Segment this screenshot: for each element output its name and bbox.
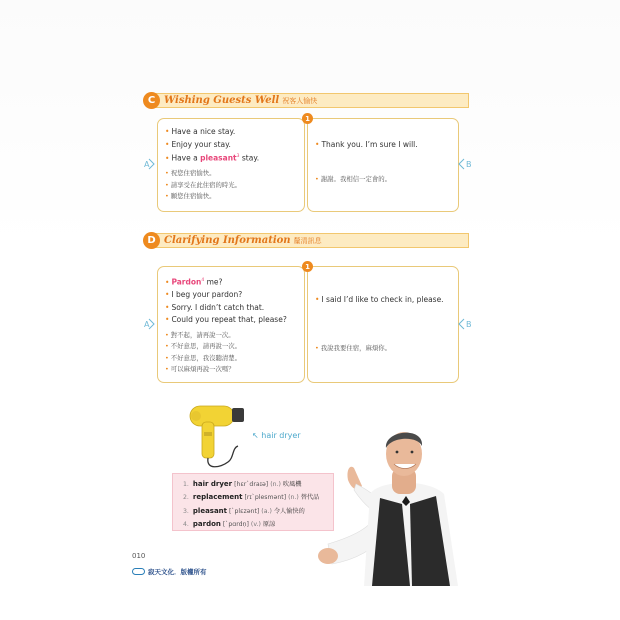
vocab-item: 3. pleasant [`plɛzənt] (a.) 令人愉快的 — [183, 506, 305, 515]
speaker-b-box — [307, 266, 459, 383]
reply-translation: • 我說我要住宿，麻煩你。 — [315, 343, 392, 352]
translation-line: • 請享受在此住宿的時光。 — [165, 180, 242, 189]
section-badge: C — [143, 92, 160, 109]
speaker-a-label: A — [144, 160, 150, 169]
speaker-b-label: B — [466, 320, 472, 329]
phrase-line: • Sorry. I didn’t catch that. — [165, 302, 265, 312]
hair-dryer-image — [188, 398, 248, 476]
speaker-a-box — [157, 266, 305, 383]
reply-line: • I said I’d like to check in, please. — [315, 295, 444, 304]
vocab-item: 1. hair dryer [hɛr`draɪə] (n.) 吹風機 — [183, 480, 302, 488]
vocab-highlight: Pardon — [171, 277, 202, 287]
translation-line: • 對不起，請再說一次。 — [165, 330, 235, 339]
phrase-line: • Could you repeat that, please? — [165, 315, 287, 324]
vocab-item: 4. pardon [`pɑrdṇ] (v.) 原諒 — [183, 520, 276, 529]
section-header-c — [143, 92, 317, 109]
translation-line: • 可以麻煩再說一次嗎？ — [165, 365, 235, 374]
phrase-line: • I beg your pardon? — [165, 290, 243, 299]
translation-line: • 願您住宿愉快。 — [165, 192, 216, 201]
vocab-item: 2. replacement [rɪ`plesmənt] (n.) 替代品 — [183, 493, 320, 502]
vocab-highlight: pleasant — [200, 153, 237, 163]
speaker-a-box — [157, 118, 305, 212]
publisher-credit: 寂天文化．版權所有 — [132, 567, 207, 576]
hotel-staff-photo — [318, 420, 468, 586]
speaker-b-box — [307, 118, 459, 212]
chevron-left-icon — [458, 158, 465, 170]
section-subtitle: 祝客人愉快 — [282, 96, 318, 105]
reply-line: • Thank you. I’m sure I will. — [315, 140, 418, 149]
section-header-d — [143, 232, 322, 249]
reply-translation: • 謝謝。我相信一定會的。 — [315, 174, 392, 183]
section-badge: D — [143, 232, 160, 249]
phrase-line: • Have a nice stay. — [165, 127, 236, 136]
section-subtitle: 釐清訊息 — [293, 236, 322, 245]
turn-number-badge: 1 — [302, 261, 313, 272]
phrase-line: • Pardon$^4$ me? — [165, 277, 223, 287]
dialogue-d — [144, 262, 472, 383]
translation-line: • 不好意思，我沒聽清楚。 — [165, 353, 242, 362]
speaker-a-label: A — [144, 320, 150, 329]
publisher-logo-icon — [132, 568, 145, 575]
translation-line: • 不好意思，請再說一次。 — [165, 342, 242, 351]
chevron-left-icon — [458, 318, 465, 330]
speaker-b-label: B — [466, 160, 472, 169]
turn-number-badge: 1 — [302, 113, 313, 124]
hair-dryer-label: ↖ hair dryer — [252, 431, 301, 440]
page-number: 010 — [132, 552, 146, 560]
vocabulary-panel — [172, 473, 334, 531]
translation-line: • 祝您住宿愉快。 — [165, 169, 216, 177]
dialogue-c — [144, 114, 472, 212]
phrase-line: • Have a pleasant$^3$ stay. — [165, 153, 260, 163]
section-title: Wishing Guests Well — [164, 95, 280, 106]
phrase-line: • Enjoy your stay. — [165, 139, 231, 149]
section-title: Clarifying Information — [164, 235, 291, 246]
